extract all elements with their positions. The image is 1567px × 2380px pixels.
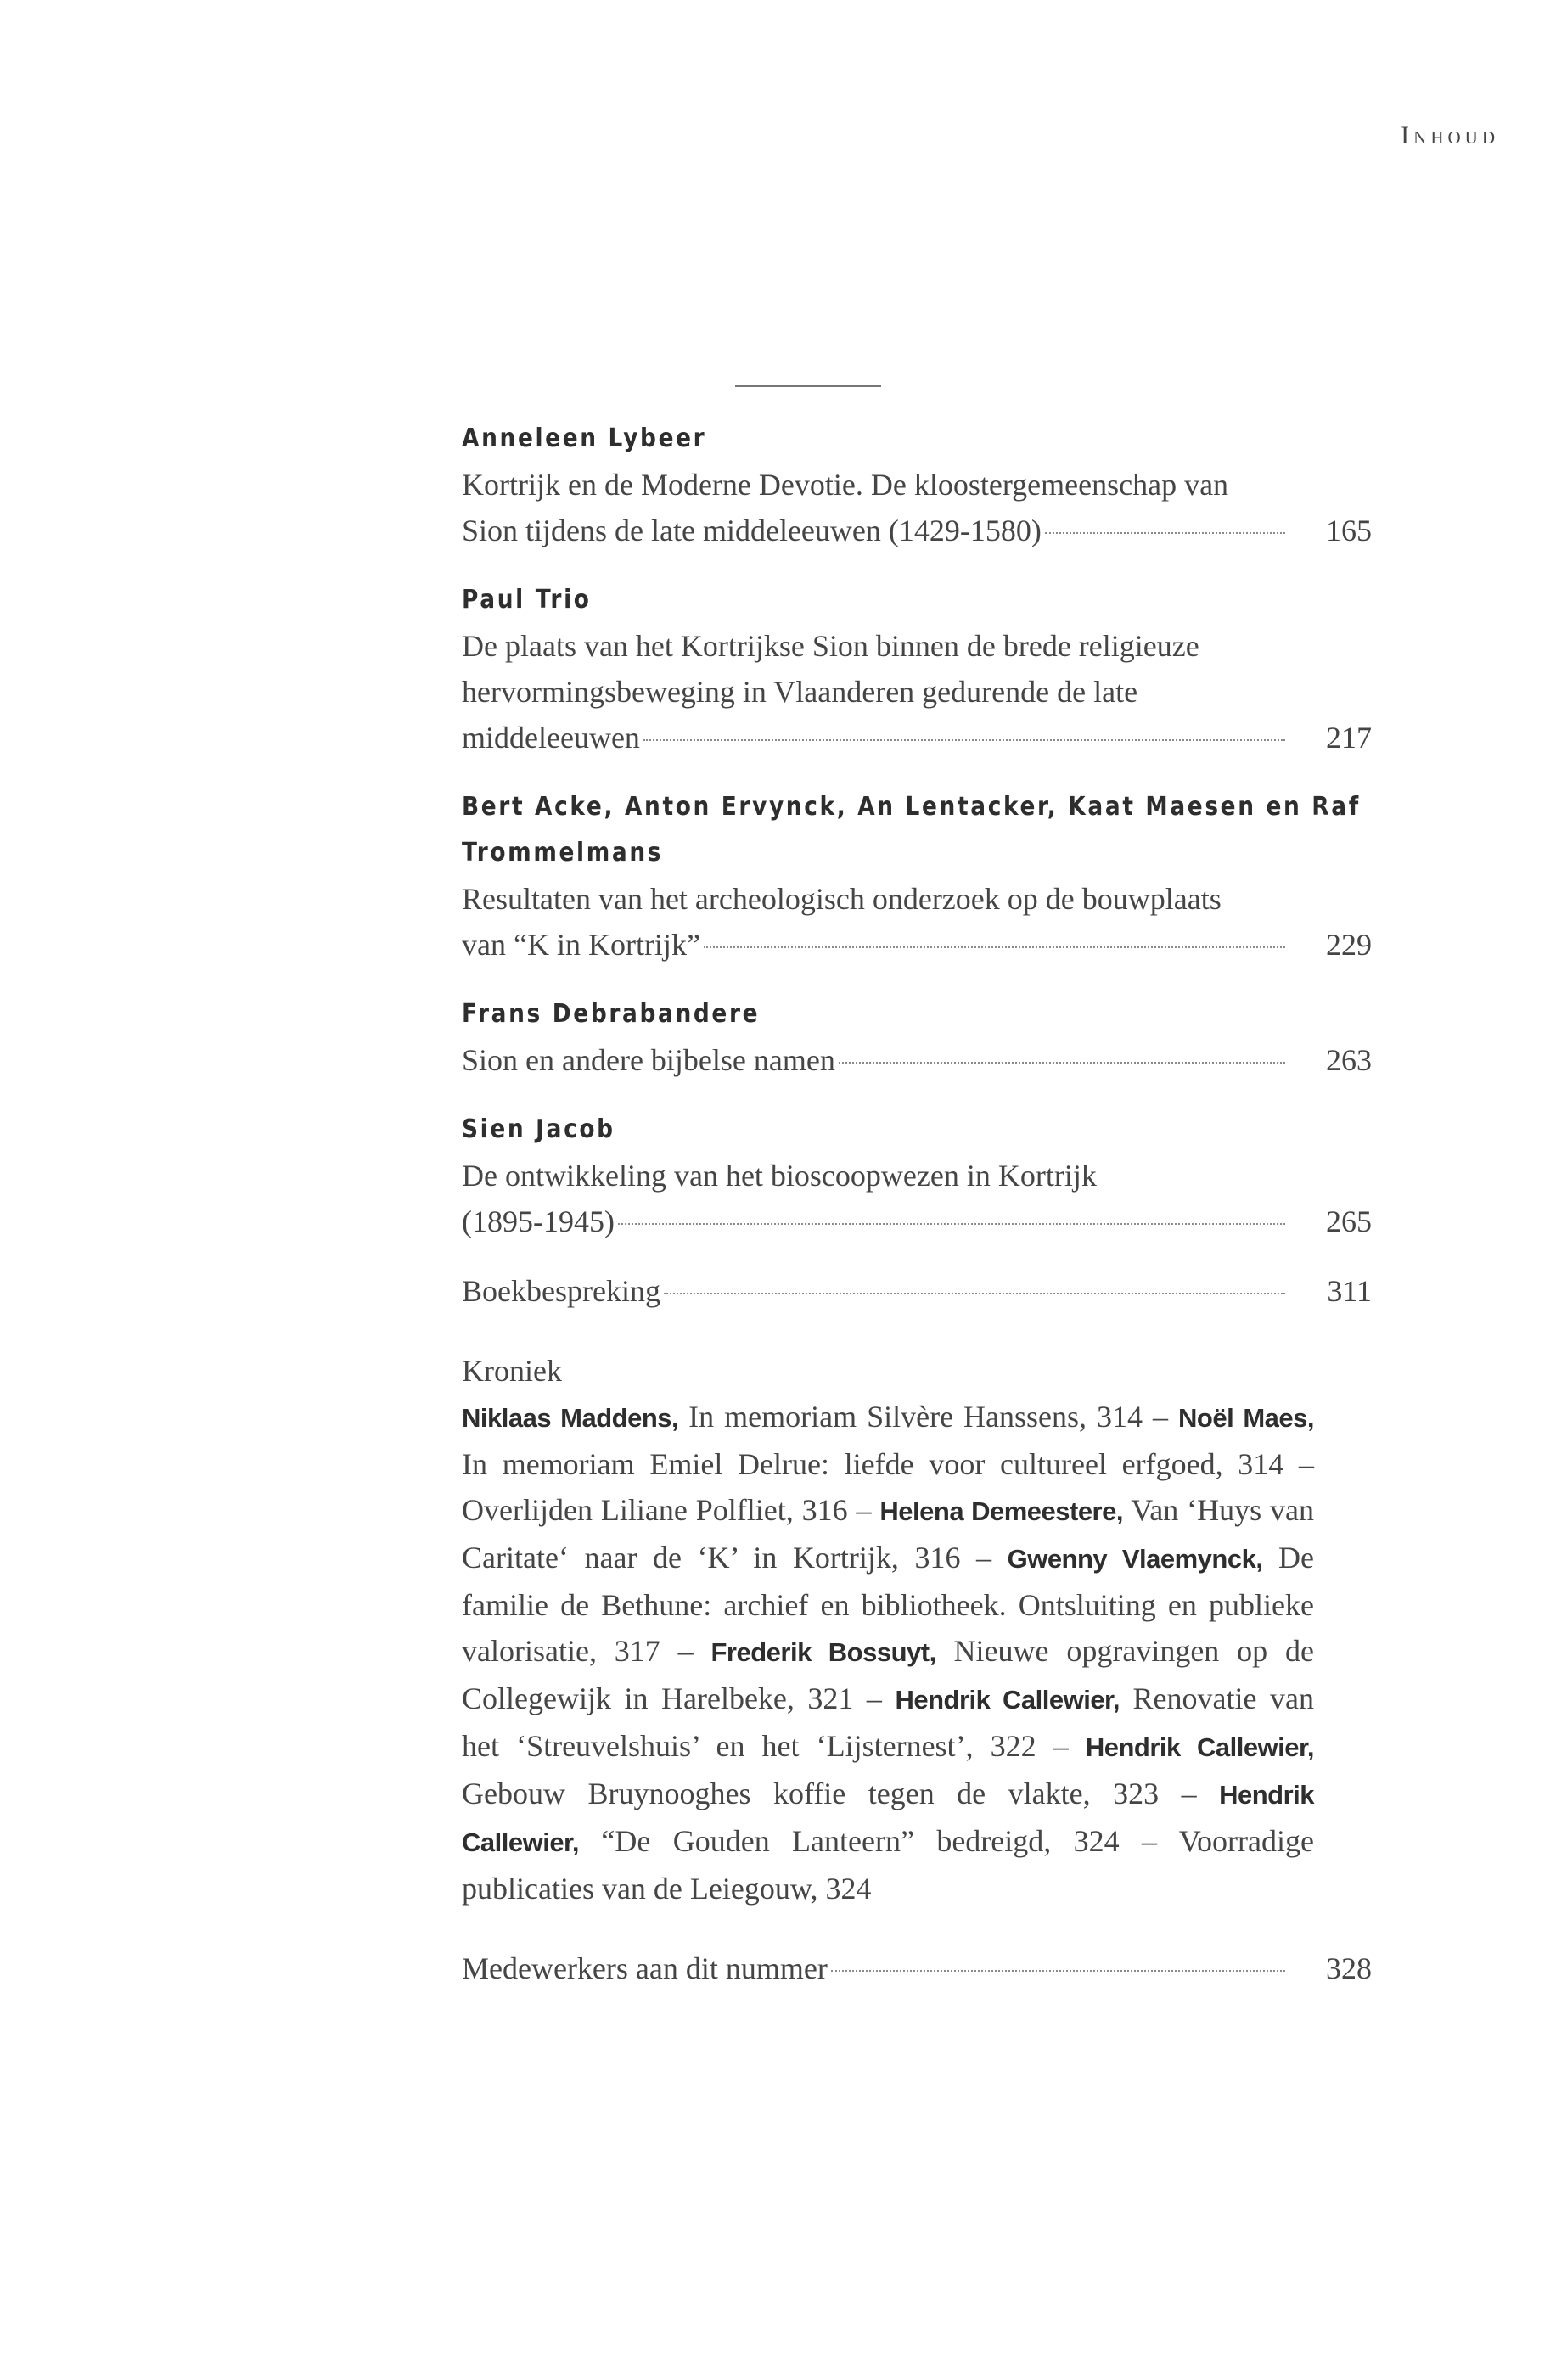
entry-title-line: Kortrijk en de Moderne Devotie. De kloostergemeenschap van — [462, 468, 1229, 502]
toc-entry-medewerkers — [462, 1945, 1372, 1991]
page-number: 217 — [1326, 721, 1372, 755]
toc-entry — [462, 1107, 1372, 1244]
toc-entry — [462, 416, 1372, 553]
entry-author: Frans Debrabandere — [462, 999, 761, 1029]
dot-leader — [704, 946, 1285, 948]
entry-title-text: van “K in Kortrijk” — [462, 928, 700, 962]
dot-leader — [831, 1970, 1285, 1972]
entry-title-text: Boekbespreking — [462, 1274, 660, 1308]
kroniek-author: Frederik Bossuyt, — [710, 1637, 936, 1667]
kroniek-text: Van ‘Huys van Caritate‘ naar de ‘K’ in Kortrijk, 316 – — [462, 1493, 1314, 1575]
entry-title-last-line — [462, 1268, 1372, 1314]
entry-title-text: middeleeuwen — [462, 721, 640, 755]
toc-entry — [462, 991, 1372, 1083]
entry-author-continued: Trommelmans — [462, 838, 664, 867]
page-number: 165 — [1326, 514, 1372, 547]
table-of-contents — [462, 416, 1372, 2015]
dot-leader — [839, 1062, 1285, 1064]
entry-title-last-line — [462, 1945, 1372, 1991]
entry-title-last-line — [462, 508, 1372, 553]
page-number: 328 — [1326, 1951, 1372, 1985]
dot-leader — [664, 1293, 1285, 1294]
running-head: Inhoud — [1401, 121, 1499, 149]
kroniek-author: Gwenny Vlaemynck, — [1007, 1544, 1263, 1574]
toc-entry — [462, 784, 1372, 968]
dot-leader — [643, 739, 1285, 741]
entry-title-line: hervormingsbeweging in Vlaanderen gedurende de late — [462, 675, 1138, 709]
kroniek-author: Hendrik Callewier, — [1085, 1732, 1314, 1762]
kroniek-text: De familie de Bethune: archief en bibliotheek. Ontsluiting en publieke valorisatie, 317 – — [462, 1541, 1314, 1668]
entry-title-last-line — [462, 922, 1372, 968]
page-number: 265 — [1326, 1204, 1372, 1238]
kroniek-text: Gebouw Bruynooghes koffie tegen de vlakte, 323 – — [462, 1777, 1220, 1810]
kroniek-text: “De Gouden Lanteern” bedreigd, 324 – Voorradige publicaties van de Leiegouw, 324 — [462, 1824, 1314, 1906]
kroniek-text: Renovatie van het ‘Streuvelshuis’ en het ‘Lijsternest’, 322 – — [462, 1681, 1314, 1763]
entry-title-last-line — [462, 1198, 1372, 1244]
entry-author: Paul Trio — [462, 585, 592, 615]
kroniek-author: Niklaas Maddens, — [462, 1403, 679, 1433]
entry-title-last-line — [462, 715, 1372, 761]
kroniek-author: Hendrik Callewier, — [462, 1780, 1314, 1857]
kroniek-text: In memoriam Emiel Delrue: liefde voor cultureel erfgoed, 314 – Overlijden Liliane Polfliet, 316 – — [462, 1447, 1314, 1527]
entry-title-line: De ontwikkeling van het bioscoopwezen in Kortrijk — [462, 1159, 1097, 1193]
entry-title-line: De plaats van het Kortrijkse Sion binnen de brede religieuze — [462, 629, 1199, 663]
page-number: 229 — [1326, 928, 1372, 962]
dot-leader — [1045, 532, 1285, 534]
kroniek-author: Hendrik Callewier, — [895, 1685, 1120, 1715]
kroniek-body — [462, 1394, 1314, 1911]
entry-author: Bert Acke, Anton Ervynck, An Lentacker, Kaat Maesen en Raf — [462, 792, 1361, 822]
entry-title-text: (1895-1945) — [462, 1204, 615, 1238]
kroniek-author: Helena Demeestere, — [879, 1496, 1123, 1526]
page-number: 263 — [1326, 1043, 1372, 1077]
toc-entry-boekbespreking — [462, 1268, 1372, 1314]
entry-title-line: Resultaten van het archeologisch onderzoek op de bouwplaats — [462, 882, 1222, 916]
entry-title-text: Sion tijdens de late middeleeuwen (1429-1580) — [462, 514, 1042, 547]
dot-leader — [618, 1223, 1285, 1225]
toc-entry — [462, 577, 1372, 761]
entry-author: Anneleen Lybeer — [462, 424, 707, 453]
entry-title-last-line — [462, 1037, 1372, 1083]
kroniek-text: In memoriam Silvère Hanssens, 314 – — [678, 1400, 1179, 1434]
entry-title-text: Medewerkers aan dit nummer — [462, 1951, 828, 1985]
kroniek-text: Nieuwe opgravingen op de Collegewijk in Harelbeke, 321 – — [462, 1634, 1314, 1715]
entry-title-text: Sion en andere bijbelse namen — [462, 1043, 835, 1077]
kroniek-author: Noël Maes, — [1178, 1403, 1314, 1433]
entry-author: Sien Jacob — [462, 1114, 615, 1144]
page-number: 311 — [1327, 1274, 1372, 1308]
section-rule — [735, 385, 881, 387]
kroniek-label: Kroniek — [462, 1354, 562, 1388]
